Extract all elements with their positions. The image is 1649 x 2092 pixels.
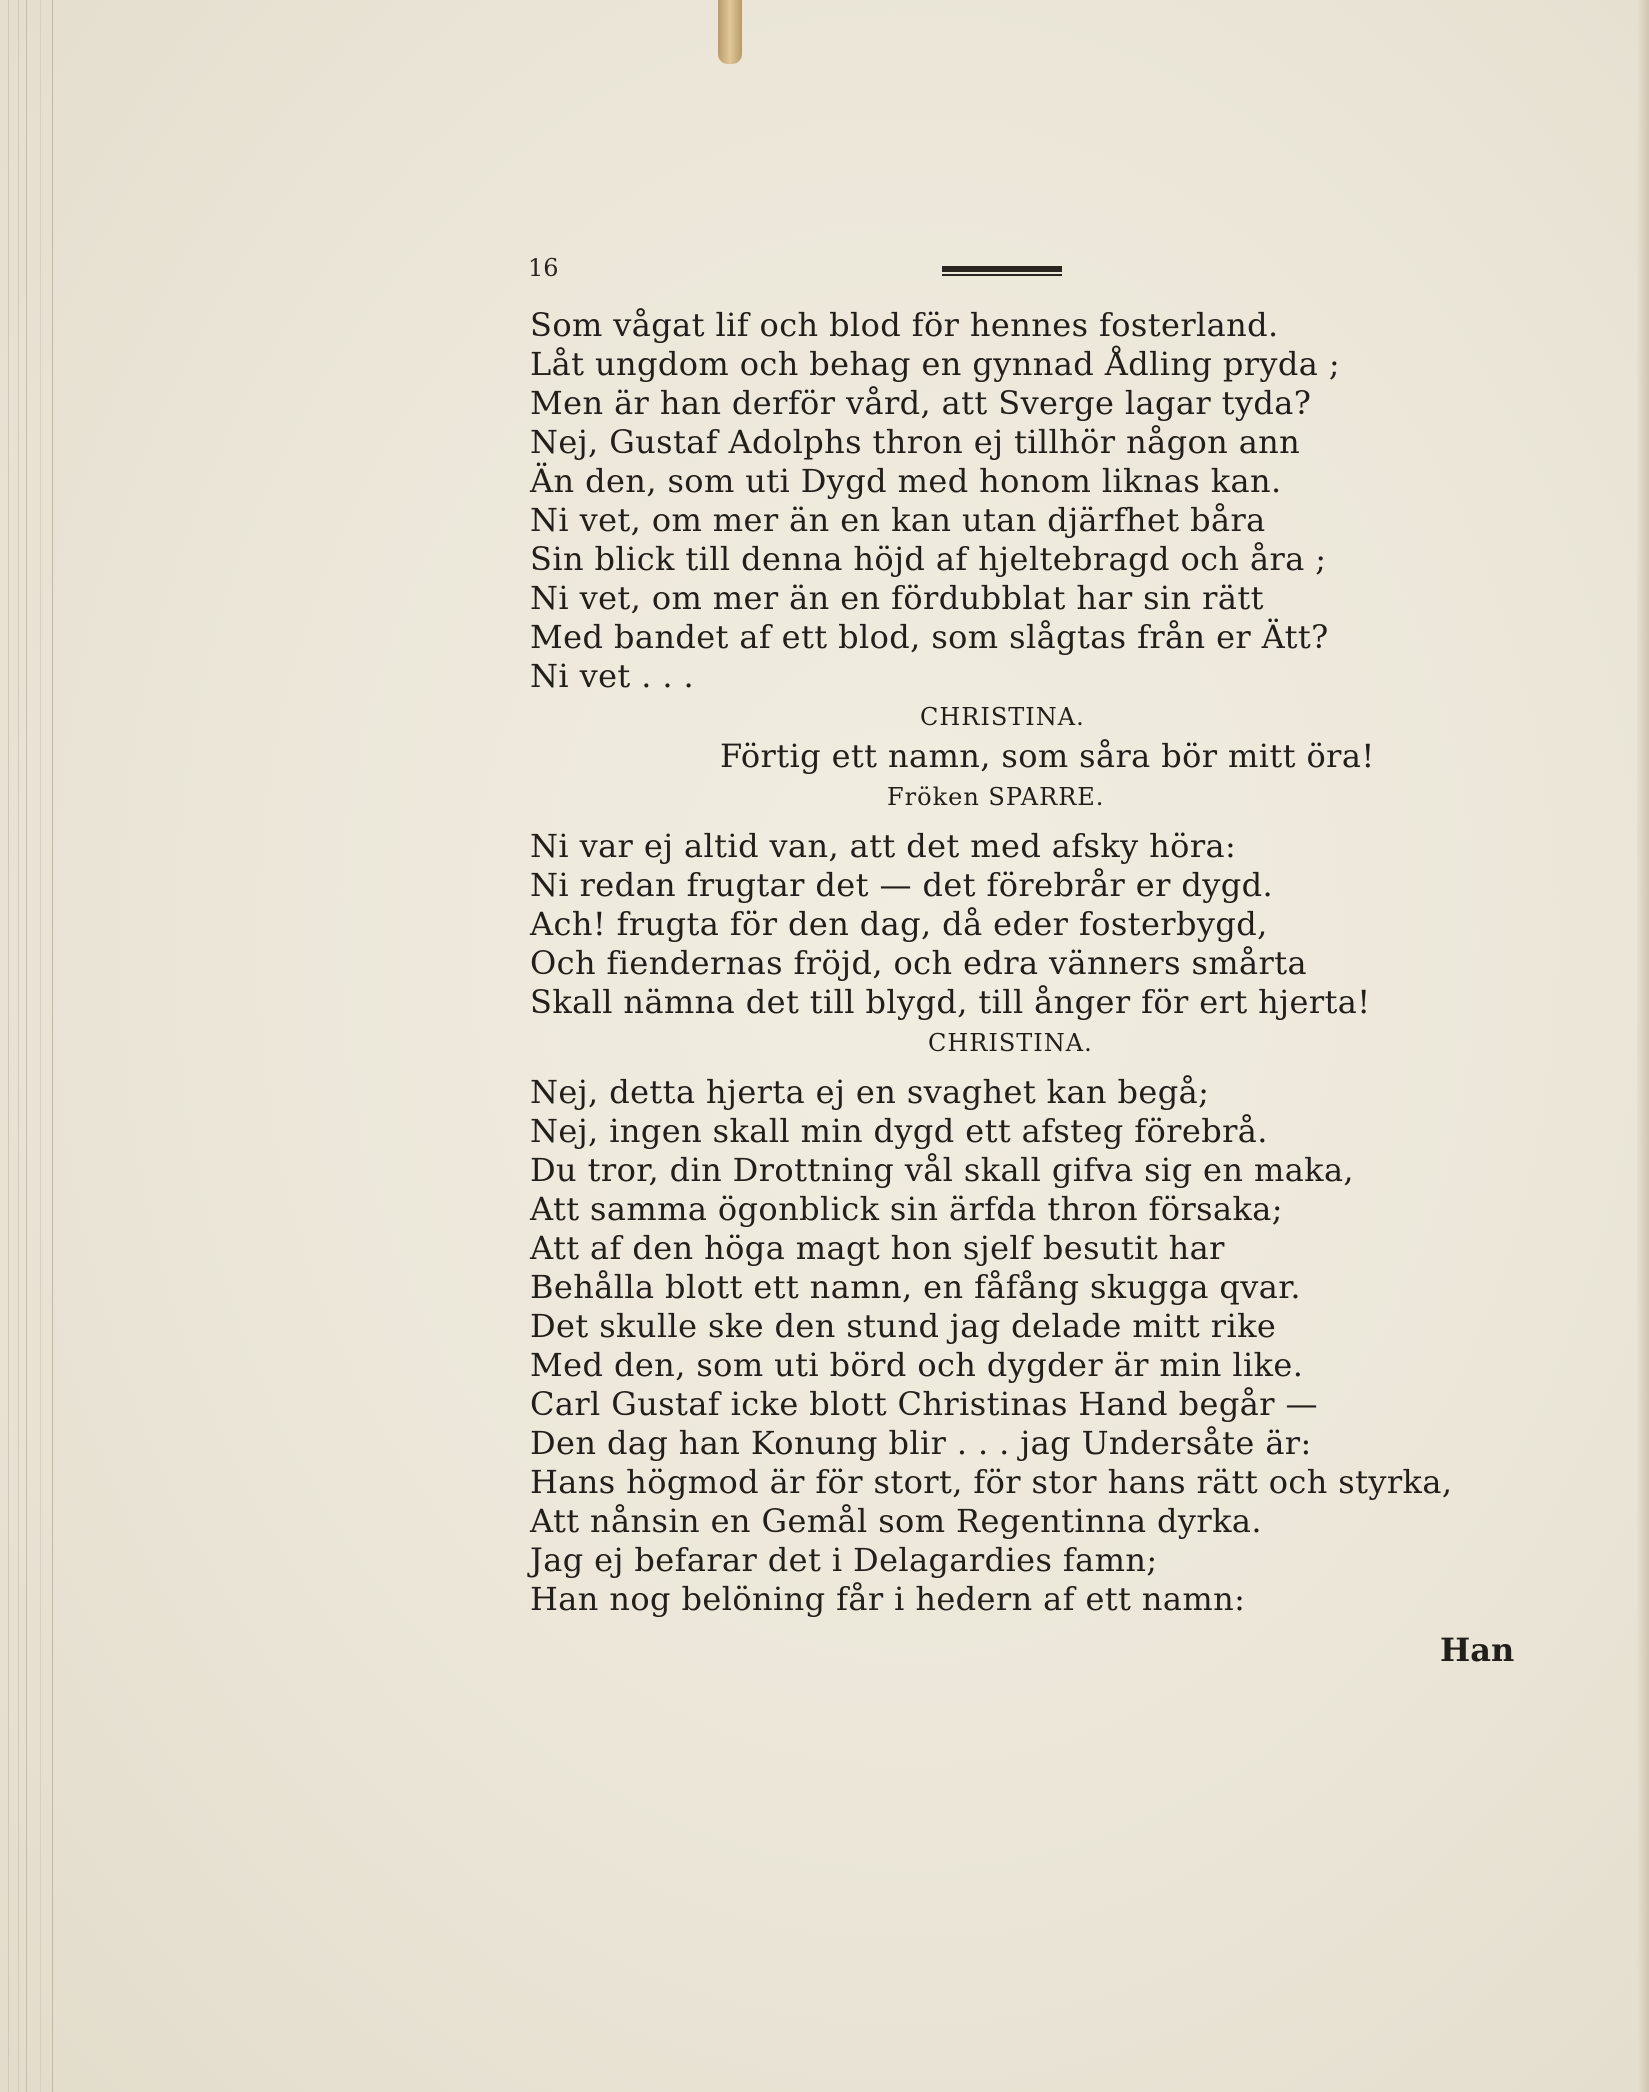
catchword: Han — [1440, 1631, 1515, 1669]
verse-line: Som vågat lif och blod för hennes fosterland. — [530, 306, 1279, 344]
page-edge — [26, 0, 27, 2092]
verse-line: Hans högmod är för stort, för stor hans rätt och styrka, — [530, 1463, 1453, 1501]
verse-line: Med bandet af ett blod, som slågtas från er Ätt? — [530, 618, 1329, 656]
verse-line: Ni vet, om mer än en kan utan djärfhet båra — [530, 501, 1266, 539]
verse-line: Sin blick till denna höjd af hjeltebragd och åra ; — [530, 540, 1327, 578]
verse-line: Nej, detta hjerta ej en svaghet kan begå; — [530, 1073, 1210, 1111]
binding-clip — [718, 0, 742, 64]
verse-line: Förtig ett namn, som såra bör mitt öra! — [720, 737, 1375, 775]
verse-line: Jag ej befarar det i Delagardies famn; — [530, 1541, 1158, 1579]
header-rule-ornament — [942, 266, 1062, 278]
verse-block-3 — [530, 1073, 1530, 1619]
verse-line: Nej, Gustaf Adolphs thron ej tillhör någon ann — [530, 423, 1301, 461]
verse-line: Men är han derför vård, att Sverge lagar tyda? — [530, 384, 1312, 422]
page-edge — [8, 0, 9, 2092]
verse-line: Än den, som uti Dygd med honom liknas kan. — [530, 462, 1282, 500]
page-edge-right — [1637, 0, 1649, 2092]
verse-line: Nej, ingen skall min dygd ett afsteg förebrå. — [530, 1112, 1268, 1150]
verse-text — [530, 306, 1530, 1619]
page-number: 16 — [528, 254, 559, 282]
verse-block-1 — [530, 306, 1530, 696]
verse-line: Med den, som uti börd och dygder är min like. — [530, 1346, 1304, 1384]
verse-line: Det skulle ske den stund jag delade mitt rike — [530, 1307, 1277, 1345]
verse-line: Du tror, din Drottning vål skall gifva sig en maka, — [530, 1151, 1355, 1189]
verse-line: Den dag han Konung blir . . . jag Undersåte är: — [530, 1424, 1312, 1462]
verse-line: Ni vet, om mer än en fördubblat har sin rätt — [530, 579, 1264, 617]
verse-line: Han nog belöning får i hedern af ett namn: — [530, 1580, 1246, 1618]
page-edge — [40, 0, 41, 2092]
verse-line: Låt ungdom och behag en gynnad Ådling pryda ; — [530, 345, 1340, 383]
verse-line: Att samma ögonblick sin ärfda thron försaka; — [530, 1190, 1283, 1228]
verse-line: Ni redan frugtar det — det förebrår er dygd. — [530, 866, 1274, 904]
speaker-sparre: Fröken SPARRE. — [887, 783, 1105, 811]
verse-line: Att nånsin en Gemål som Regentinna dyrka. — [530, 1502, 1262, 1540]
speaker-christina: CHRISTINA. — [920, 703, 1085, 731]
verse-line: Ni var ej altid van, att det med afsky höra: — [530, 827, 1237, 865]
page-edge — [18, 0, 19, 2092]
verse-line: Behålla blott ett namn, en fåfång skugga qvar. — [530, 1268, 1302, 1306]
verse-line: Carl Gustaf icke blott Christinas Hand begår — — [530, 1385, 1318, 1423]
verse-line: Ach! frugta för den dag, då eder fosterbygd, — [530, 905, 1268, 943]
speaker-christina: CHRISTINA. — [928, 1029, 1093, 1057]
verse-line: Och fiendernas fröjd, och edra vänners smårta — [530, 944, 1307, 982]
verse-line: Att af den höga magt hon sjelf besutit har — [530, 1229, 1225, 1267]
page-edge — [52, 0, 53, 2092]
verse-line: Skall nämna det till blygd, till ånger för ert hjerta! — [530, 983, 1371, 1021]
verse-line: Ni vet . . . — [530, 657, 695, 695]
verse-block-2 — [530, 827, 1530, 1022]
